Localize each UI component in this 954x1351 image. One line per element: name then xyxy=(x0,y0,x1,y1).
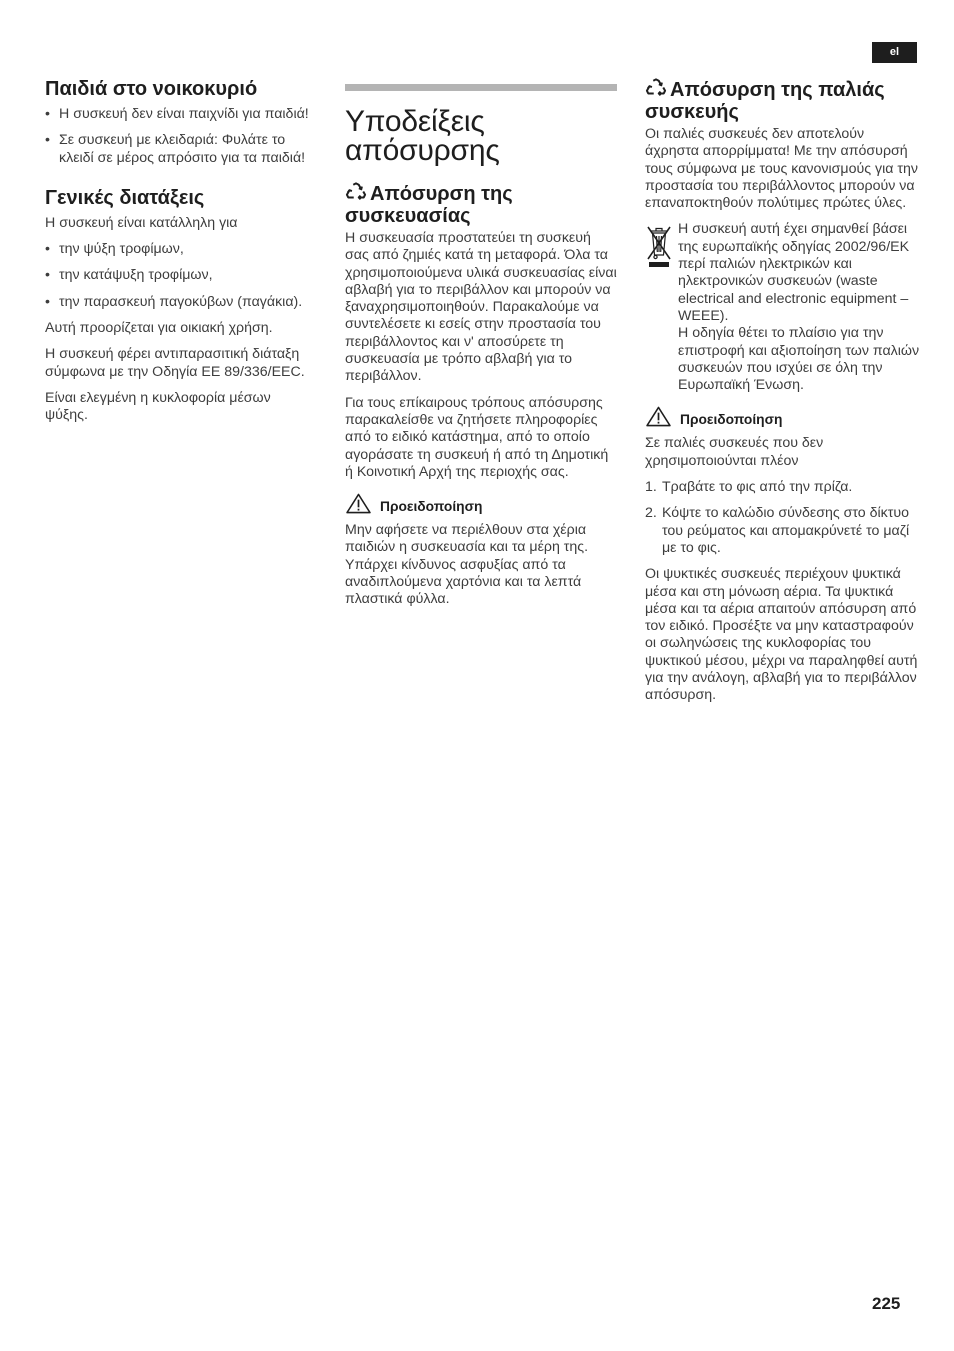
list-item: • την ψύξη τροφίμων, xyxy=(45,241,315,258)
weee-framework-text: Η οδηγία θέτει το πλαίσιο για την επιστροφή και αξιοποίηση των παλιών συσκευών που ισχύει σε όλη την Ευρωπαϊκή Ένωση. xyxy=(678,325,920,394)
weee-directive-text: Η συσκευή αυτή έχει σημανθεί βάσει της ευρωπαϊκής οδηγίας 2002/96/ΕΚ περί παλιών ηλεκτρικών και ηλεκτρονικών συσκευών (waste electrical and electronic equipment – WEEE). xyxy=(678,221,910,324)
weee-block xyxy=(645,221,920,394)
step-number: 2. xyxy=(645,505,657,522)
warning-label: Προειδοποίηση xyxy=(680,412,783,428)
column-2 xyxy=(345,84,617,618)
children-list xyxy=(45,106,315,167)
warning-triangle-icon xyxy=(645,406,672,427)
list-item xyxy=(645,505,920,557)
heading-old-appliance-disposal xyxy=(645,78,920,123)
disposal-steps-list xyxy=(645,479,920,557)
page-title: Υποδείξεις απόσυρσης xyxy=(345,105,500,167)
list-item: • Σε συσκευή με κλειδαριά: Φυλάτε το κλειδί σε μέρος απρόσιτο για τα παιδιά! xyxy=(45,132,315,167)
refrigerant-disposal-text: Οι ψυκτικές συσκευές περιέχουν ψυκτικά μέσα και στη μόνωση αέρια. Τα ψυκτικά μέσα και τα αέρια απαιτούν απόσυρση από τον ειδικό. Προσέξτε να μην καταστραφούν οι σωληνώσεις της κυκλοφορίας του ψυκτικού μέσου, μέχρι να παραληφθεί αυτή για την ανάλογη, αβλαβή για το περιβάλλον απόσυρση. xyxy=(645,566,918,704)
warning-text: Μην αφήσετε να περιέλθουν στα χέρια παιδιών η συσκευασία και τα μέρη της. Υπάρχει κίνδυνος ασφυξίας από τα αναδιπλούμενα χαρτόνια και τα λεπτά πλαστικά φύλλα. xyxy=(345,522,589,608)
list-item xyxy=(645,479,920,496)
warning-label: Προειδοποίηση xyxy=(380,499,483,515)
heading-text: Απόσυρση της συσκευασίας xyxy=(345,183,513,227)
packaging-text: Η συσκευασία προστατεύει τη συσκευή σας από ζημιές κατά τη μεταφορά. Όλα τα χρησιμοποιούμενα υλικά συσκευασίας είναι αβλαβή για το περιβάλλον και μπορούν να ξαναχρησιμοποιηθούν. Παρακαλούμε να συντελέσετε κι εσείς στην προστασία του περιβάλλοντος και ν' αποσύρετε τη συσκευασία με τρόπο αβλαβή για το περιβάλλον. xyxy=(345,230,617,385)
suitability-intro: Η συσκευή είναι κατάλληλη για xyxy=(45,214,238,231)
column-3 xyxy=(645,78,920,714)
crossed-bin-icon xyxy=(645,223,673,269)
heading-children: Παιδιά στο νοικοκυριό xyxy=(45,78,258,100)
heading-text: Απόσυρση της παλιάς συσκευής xyxy=(645,79,885,123)
warning-header xyxy=(345,493,617,514)
household-use-text: Αυτή προορίζεται για οικιακή χρήση. xyxy=(45,320,273,337)
usage-list xyxy=(45,241,315,311)
interference-text: Η συσκευή φέρει αντιπαρασιτική διάταξη σύμφωνα με την Οδηγία ΕΕ 89/336/EEC. xyxy=(45,346,305,380)
recycle-icon xyxy=(645,78,667,98)
step-text: Κόψτε το καλώδιο σύνδεσης στο δίκτυο του ρεύματος και απομακρύνετέ το μαζί με το φις. xyxy=(662,505,910,556)
list-item: • την παρασκευή παγοκύβων (παγάκια). xyxy=(45,294,315,311)
disposal-info-text: Για τους επίκαιρους τρόπους απόσυρσης παρακαλείσθε να ζητήσετε πληροφορίες από το ειδικό κατάστημα, από το οποίο αγοράσατε τη συσκευή ή από τη Δημοτική ή Κοινοτική Αρχή της περιοχής σας. xyxy=(345,394,609,480)
section-rule xyxy=(345,84,617,91)
page-number: 225 xyxy=(872,1294,901,1313)
refrigerant-text: Είναι ελεγμένη η κυκλοφορία μέσων ψύξης. xyxy=(45,389,271,424)
list-item: • Η συσκευή δεν είναι παιχνίδι για παιδιά! xyxy=(45,106,315,123)
column-1 xyxy=(45,78,315,434)
heading-packaging-disposal xyxy=(345,182,617,227)
warning-triangle-icon xyxy=(345,493,372,514)
recycle-icon xyxy=(345,182,367,202)
old-appliances-text: Οι παλιές συσκευές δεν αποτελούν άχρηστα απορρίμματα! Με την απόσυρσή τους σύμφωνα με τους κανονισμούς για την προστασία του περιβάλλοντος μπορούν να επαναποκτηθούν πολύτιμες πρώτες ύλες. xyxy=(645,126,918,212)
warning-header xyxy=(645,406,920,427)
warning-intro-text: Σε παλιές συσκευές που δεν χρησιμοποιούνται πλέον xyxy=(645,435,824,469)
list-item: • την κατάψυξη τροφίμων, xyxy=(45,267,315,284)
step-text: Τραβάτε το φις από την πρίζα. xyxy=(662,479,853,496)
language-badge: el xyxy=(872,42,917,63)
weee-text-group xyxy=(678,221,920,394)
step-number: 1. xyxy=(645,479,657,496)
heading-general-provisions: Γενικές διατάξεις xyxy=(45,186,205,209)
